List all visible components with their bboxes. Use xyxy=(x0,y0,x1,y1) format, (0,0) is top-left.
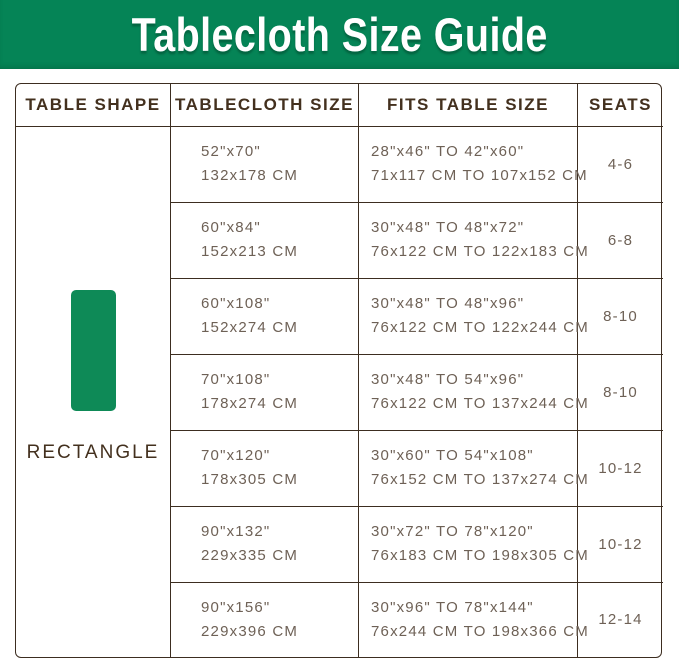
seats-cell: 12-14 xyxy=(598,611,643,629)
tablecloth-size-cell xyxy=(171,583,359,657)
size-cm: 178x274 CM xyxy=(201,395,299,413)
size-cm: 178x305 CM xyxy=(201,471,299,489)
fits-cm: 76x244 CM TO 198x366 CM xyxy=(371,622,589,640)
rectangle-shape-icon xyxy=(71,290,116,411)
fits-inches: 30"x60" TO 54"x108" xyxy=(371,447,534,465)
fits-cm: 76x183 CM TO 198x305 CM xyxy=(371,547,589,565)
table-shape-cell xyxy=(16,127,171,657)
seats-cell: 10-12 xyxy=(578,507,663,583)
size-inches: 52"x70" xyxy=(201,143,261,161)
size-guide-table xyxy=(15,83,662,658)
size-inches: 90"x132" xyxy=(201,523,271,541)
fits-table-size-cell xyxy=(359,127,588,203)
shape-label: RECTANGLE xyxy=(26,442,160,463)
size-cm: 152x274 CM xyxy=(201,319,299,337)
fits-inches: 30"x48" TO 48"x72" xyxy=(371,219,525,237)
seats-cell: 4-6 xyxy=(578,127,663,203)
fits-inches: 30"x48" TO 54"x96" xyxy=(371,371,525,389)
size-cm: 152x213 CM xyxy=(201,243,299,261)
seats-cell: 8-10 xyxy=(578,279,663,355)
title-banner xyxy=(0,0,679,69)
page-title: Tablecloth Size Guide xyxy=(131,8,548,61)
seats-cell: 8-10 xyxy=(578,355,663,431)
size-inches: 70"x108" xyxy=(201,371,271,389)
column-header-seats: SEATS xyxy=(578,84,663,127)
fits-cm: 76x122 CM TO 122x183 CM xyxy=(371,243,589,261)
fits-table-size-cell xyxy=(359,203,589,279)
size-inches: 70"x120" xyxy=(201,447,271,465)
fits-table-size-cell xyxy=(359,431,589,507)
fits-inches: 30"x72" TO 78"x120" xyxy=(371,523,534,541)
column-header-table-shape: TABLE SHAPE xyxy=(16,84,171,127)
tablecloth-size-cell xyxy=(171,203,359,279)
tablecloth-size-cell xyxy=(171,127,359,203)
tablecloth-size-cell xyxy=(171,507,359,583)
fits-cm: 71x117 CM TO 107x152 CM xyxy=(371,167,588,185)
fits-table-size-cell xyxy=(359,355,589,431)
column-header-fits-table-size: FITS TABLE SIZE xyxy=(359,84,578,127)
size-cm: 229x396 CM xyxy=(201,622,299,640)
tablecloth-size-cell xyxy=(171,431,359,507)
fits-cm: 76x122 CM TO 122x244 CM xyxy=(371,319,589,337)
tablecloth-size-table xyxy=(16,84,663,657)
seats-cell: 10-12 xyxy=(578,431,663,507)
column-header-tablecloth-size: TABLECLOTH SIZE xyxy=(171,84,359,127)
size-inches: 90"x156" xyxy=(201,598,271,616)
fits-inches: 30"x48" TO 48"x96" xyxy=(371,295,525,313)
size-cm: 132x178 CM xyxy=(201,167,299,185)
seats-cell: 6-8 xyxy=(578,203,663,279)
fits-inches: 30"x96" TO 78"x144" xyxy=(371,598,534,616)
size-cm: 229x335 CM xyxy=(201,547,299,565)
fits-cm: 76x152 CM TO 137x274 CM xyxy=(371,471,589,489)
fits-table-size-cell xyxy=(359,583,589,657)
tablecloth-size-cell xyxy=(171,355,359,431)
fits-table-size-cell xyxy=(359,279,589,355)
shape-group xyxy=(16,290,170,464)
fits-inches: 28"x46" TO 42"x60" xyxy=(371,143,525,161)
size-inches: 60"x84" xyxy=(201,219,261,237)
fits-table-size-cell xyxy=(359,507,589,583)
table-row xyxy=(16,127,663,203)
fits-cm: 76x122 CM TO 137x244 CM xyxy=(371,395,589,413)
size-inches: 60"x108" xyxy=(201,295,271,313)
header-row xyxy=(16,84,663,127)
tablecloth-size-cell xyxy=(171,279,359,355)
